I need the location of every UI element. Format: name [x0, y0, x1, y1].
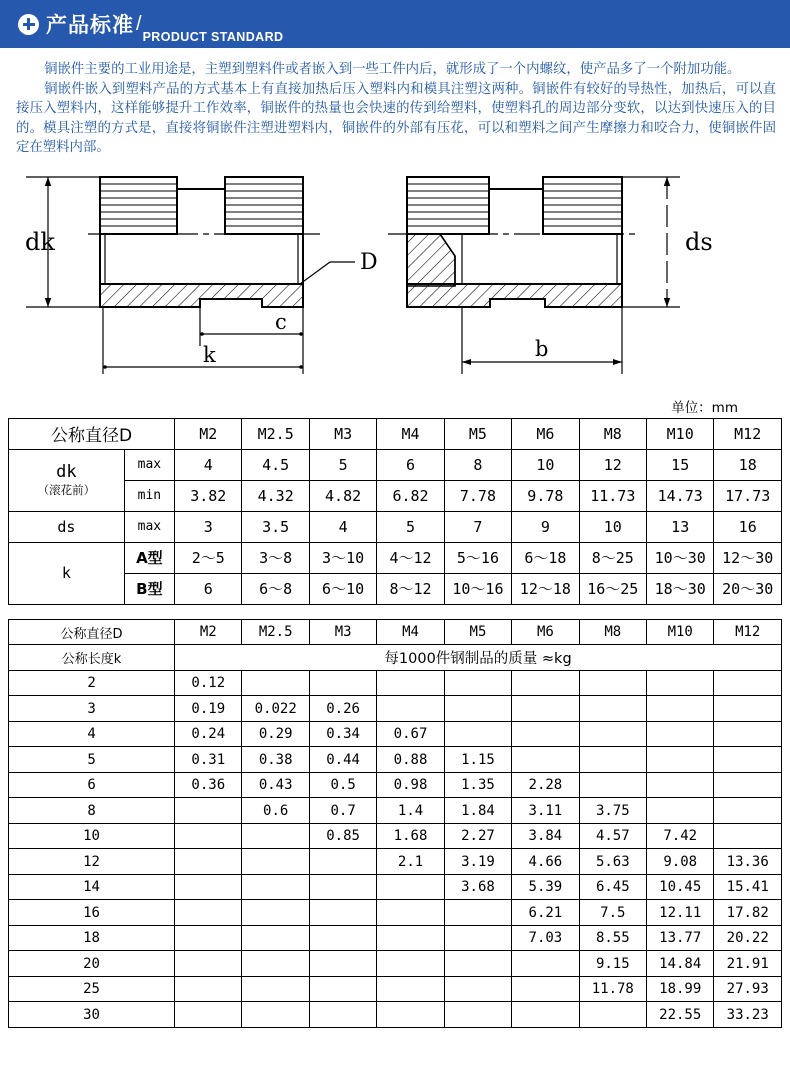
table-row: [9, 874, 782, 900]
cell: [175, 798, 242, 824]
cell: 7: [444, 511, 511, 542]
cell: [579, 747, 646, 773]
cell: 0.85: [309, 823, 376, 849]
cell: 0.6: [242, 798, 309, 824]
cell: 6.21: [512, 900, 579, 926]
table-row: [9, 798, 782, 824]
t2-size-8: M12: [714, 619, 782, 645]
header-title-en: PRODUCT STANDARD: [142, 30, 284, 44]
t2-k: 8: [9, 798, 175, 824]
table-row: [9, 449, 782, 480]
t1-subrow-k-a: A型: [124, 542, 174, 573]
t2-k: 6: [9, 772, 175, 798]
cell: 1.68: [377, 823, 444, 849]
cell: 6.82: [377, 480, 444, 511]
cell: 5: [377, 511, 444, 542]
cell: 22.55: [647, 1002, 714, 1028]
cell: [444, 925, 511, 951]
cell: [242, 925, 309, 951]
cell: [309, 874, 376, 900]
cell: 6.45: [579, 874, 646, 900]
cell: 8～12: [377, 573, 444, 604]
label-c: c: [275, 309, 287, 334]
cell: [175, 874, 242, 900]
cell: 0.7: [309, 798, 376, 824]
cell: 0.26: [309, 696, 376, 722]
cell: 8.55: [579, 925, 646, 951]
cell: 20.22: [714, 925, 782, 951]
cell: [309, 849, 376, 875]
cell: 17.73: [714, 480, 782, 511]
cell: [647, 747, 714, 773]
t2-size-1: M2.5: [242, 619, 309, 645]
cell: [714, 721, 782, 747]
table-row: [9, 823, 782, 849]
cell: 3.68: [444, 874, 511, 900]
cell: [309, 976, 376, 1002]
t2-k: 14: [9, 874, 175, 900]
cell: 10: [512, 449, 579, 480]
cell: 9.78: [512, 480, 579, 511]
cell: 4: [309, 511, 376, 542]
cell: 16: [714, 511, 782, 542]
cell: 13.36: [714, 849, 782, 875]
cell: 1.15: [444, 747, 511, 773]
cell: 14.73: [647, 480, 714, 511]
cell: 18: [714, 449, 782, 480]
cell: 21.91: [714, 951, 782, 977]
cell: [714, 670, 782, 696]
t2-size-4: M5: [444, 619, 511, 645]
cell: 4.57: [579, 823, 646, 849]
t1-size-3: M4: [377, 418, 444, 449]
table-row: [9, 772, 782, 798]
cell: 0.29: [242, 721, 309, 747]
cell: [444, 976, 511, 1002]
t2-k: 2: [9, 670, 175, 696]
cell: [242, 670, 309, 696]
cell: [647, 696, 714, 722]
cell: 14.84: [647, 951, 714, 977]
cell: 3.19: [444, 849, 511, 875]
cell: [512, 721, 579, 747]
intro-text: [0, 48, 790, 158]
cell: 5～16: [444, 542, 511, 573]
cell: 8: [444, 449, 511, 480]
cell: [377, 670, 444, 696]
cell: [242, 874, 309, 900]
cell: [175, 823, 242, 849]
cell: 6: [175, 573, 242, 604]
cell: [714, 747, 782, 773]
t2-size-6: M8: [579, 619, 646, 645]
cell: 3～10: [309, 542, 376, 573]
cell: 0.24: [175, 721, 242, 747]
cell: 4: [175, 449, 242, 480]
table-row: [9, 925, 782, 951]
cell: [309, 900, 376, 926]
cell: 1.35: [444, 772, 511, 798]
cell: 1.84: [444, 798, 511, 824]
cell: [512, 976, 579, 1002]
cell: 0.38: [242, 747, 309, 773]
cell: 7.78: [444, 480, 511, 511]
cell: [444, 900, 511, 926]
cell: [444, 721, 511, 747]
cell: 10～16: [444, 573, 511, 604]
t2-size-3: M4: [377, 619, 444, 645]
technical-drawing: [0, 166, 790, 396]
table-row: [9, 951, 782, 977]
t1-label-k: k: [9, 542, 125, 604]
cell: [512, 696, 579, 722]
cell: 7.42: [647, 823, 714, 849]
label-b: b: [535, 336, 549, 361]
cell: 6～10: [309, 573, 376, 604]
table-row: [9, 747, 782, 773]
cell: [242, 1002, 309, 1028]
cell: 7.5: [579, 900, 646, 926]
cell: [714, 798, 782, 824]
t2-size-2: M3: [309, 619, 376, 645]
cell: [377, 1002, 444, 1028]
cell: 18.99: [647, 976, 714, 1002]
t2-size-7: M10: [647, 619, 714, 645]
unit-note: 单位：mm: [671, 399, 738, 416]
table-row: [9, 573, 782, 604]
t2-k: 5: [9, 747, 175, 773]
cell: 20～30: [714, 573, 782, 604]
cell: 5.39: [512, 874, 579, 900]
table-row-mass-header: [9, 645, 782, 671]
label-D: D: [360, 249, 378, 275]
cell: 9.15: [579, 951, 646, 977]
cell: 33.23: [714, 1002, 782, 1028]
cell: 2.28: [512, 772, 579, 798]
cell: 12: [579, 449, 646, 480]
cell: 5: [309, 449, 376, 480]
cell: [444, 670, 511, 696]
cell: [377, 696, 444, 722]
t2-k: 30: [9, 1002, 175, 1028]
t1-subrow-dk-max: max: [124, 449, 174, 480]
t2-k: 18: [9, 925, 175, 951]
cell: 0.88: [377, 747, 444, 773]
t1-header-label: 公称直径D: [9, 418, 175, 449]
cell: [175, 849, 242, 875]
cell: [579, 696, 646, 722]
cell: [377, 925, 444, 951]
t2-k: 4: [9, 721, 175, 747]
t1-size-6: M8: [579, 418, 646, 449]
t1-label-ds: ds: [9, 511, 125, 542]
table-row: [9, 849, 782, 875]
cell: [647, 772, 714, 798]
cell: [444, 951, 511, 977]
t1-subrow-dk-min: min: [124, 480, 174, 511]
t1-size-2: M3: [309, 418, 376, 449]
cell: [242, 900, 309, 926]
cell: 2.27: [444, 823, 511, 849]
cell: 12～30: [714, 542, 782, 573]
cell: 4.5: [242, 449, 309, 480]
cell: 15: [647, 449, 714, 480]
section-hatch-right: [407, 284, 622, 307]
cell: [309, 670, 376, 696]
cell: [579, 772, 646, 798]
cell: [579, 1002, 646, 1028]
t2-k: 16: [9, 900, 175, 926]
t1-label-dk: [9, 449, 125, 511]
cell: 18～30: [647, 573, 714, 604]
cell: 10.45: [647, 874, 714, 900]
cell: [512, 951, 579, 977]
cell: [714, 823, 782, 849]
cell: [579, 670, 646, 696]
cell: 11.78: [579, 976, 646, 1002]
t1-size-5: M6: [512, 418, 579, 449]
cell: [714, 696, 782, 722]
cell: 4～12: [377, 542, 444, 573]
cell: [242, 823, 309, 849]
intro-paragraph-1: 铜嵌件主要的工业用途是，主塑到塑料件或者嵌入到一些工件内后，就形成了一个内螺纹，使产品多了一个附加功能。: [44, 62, 741, 77]
cell: [175, 925, 242, 951]
cell: 3.11: [512, 798, 579, 824]
cell: 3.84: [512, 823, 579, 849]
label-ds: ds: [685, 227, 713, 256]
cell: [309, 951, 376, 977]
cell: 3～8: [242, 542, 309, 573]
insert-cross-section-diagram: [0, 166, 790, 396]
cell: [175, 1002, 242, 1028]
cell: [647, 670, 714, 696]
header-title-cn: 产品标准: [46, 13, 134, 37]
cell: 0.43: [242, 772, 309, 798]
cell: [714, 772, 782, 798]
t2-mass-header: 每1000件钢制品的质量 ≈kg: [175, 645, 782, 671]
cell: 3.82: [175, 480, 242, 511]
cell: [579, 721, 646, 747]
table-row-header: [9, 619, 782, 645]
label-dk: dk: [25, 227, 55, 256]
t2-header-label: 公称直径D: [9, 619, 175, 645]
cell: [444, 1002, 511, 1028]
cell: 0.31: [175, 747, 242, 773]
t2-k: 25: [9, 976, 175, 1002]
t1-label-dk-main: dk: [56, 462, 77, 483]
t2-length-label: 公称长度k: [9, 645, 175, 671]
t2-k: 10: [9, 823, 175, 849]
cell: [309, 925, 376, 951]
cell: 3: [175, 511, 242, 542]
cell: [512, 747, 579, 773]
right-insert-drawing: [388, 177, 713, 374]
cell: 5.63: [579, 849, 646, 875]
cell: [309, 1002, 376, 1028]
cell: 0.98: [377, 772, 444, 798]
t1-label-dk-sub: （滚花前）: [37, 483, 96, 498]
left-insert-drawing: [25, 177, 378, 374]
cell: 0.12: [175, 670, 242, 696]
cell: 1.4: [377, 798, 444, 824]
cell: 0.67: [377, 721, 444, 747]
cell: 0.36: [175, 772, 242, 798]
dimension-table: [8, 418, 782, 605]
cell: 27.93: [714, 976, 782, 1002]
t1-size-7: M10: [647, 418, 714, 449]
cell: 0.44: [309, 747, 376, 773]
t2-size-5: M6: [512, 619, 579, 645]
plus-circle-icon: [18, 14, 39, 35]
cell: 2～5: [175, 542, 242, 573]
cell: [377, 900, 444, 926]
cell: [512, 1002, 579, 1028]
cell: 12～18: [512, 573, 579, 604]
cell: 0.34: [309, 721, 376, 747]
t1-size-8: M12: [714, 418, 782, 449]
cell: 10: [579, 511, 646, 542]
cell: [647, 721, 714, 747]
t2-k: 3: [9, 696, 175, 722]
cell: [242, 951, 309, 977]
t2-k: 20: [9, 951, 175, 977]
cell: 6: [377, 449, 444, 480]
section-hatch-left: [100, 284, 303, 307]
cell: 8～25: [579, 542, 646, 573]
table-row: [9, 721, 782, 747]
header-separator: /: [136, 12, 142, 35]
table-row: [9, 670, 782, 696]
mass-table: [8, 619, 782, 1028]
cell: 17.82: [714, 900, 782, 926]
label-k: k: [203, 342, 216, 367]
cell: 7.03: [512, 925, 579, 951]
t1-size-4: M5: [444, 418, 511, 449]
t1-subrow-ds-max: max: [124, 511, 174, 542]
t1-size-0: M2: [175, 418, 242, 449]
cell: 0.19: [175, 696, 242, 722]
cell: 6～8: [242, 573, 309, 604]
cell: 13.77: [647, 925, 714, 951]
cell: 2.1: [377, 849, 444, 875]
cell: 16～25: [579, 573, 646, 604]
cell: [242, 976, 309, 1002]
cell: 4.82: [309, 480, 376, 511]
cell: 11.73: [579, 480, 646, 511]
t2-k: 12: [9, 849, 175, 875]
cell: [512, 670, 579, 696]
table-row: [9, 480, 782, 511]
cell: 9: [512, 511, 579, 542]
t1-subrow-k-b: B型: [124, 573, 174, 604]
cell: 6～18: [512, 542, 579, 573]
cell: 4.32: [242, 480, 309, 511]
cell: 0.5: [309, 772, 376, 798]
cell: [175, 900, 242, 926]
cell: [444, 696, 511, 722]
cell: [647, 798, 714, 824]
cell: 13: [647, 511, 714, 542]
page-header: [0, 0, 790, 48]
cell: [242, 849, 309, 875]
cell: [175, 976, 242, 1002]
intro-paragraph-2: 铜嵌件嵌入到塑料产品的方式基本上有直接加热后压入塑料内和模具注塑这两种。铜嵌件有较好的导热性，加热后，可以直接压入塑料内，这样能够提升工作效率，铜嵌件的热量也会快速的传到给塑料，使塑料孔的周边部分变软，以达到快速压入的目的。模具注塑的方式是，直接将铜嵌件注塑进塑料内，铜嵌件的外部有压花，可以和塑料之间产生摩擦力和咬合力，使铜嵌件固定在塑料内部。: [16, 81, 776, 156]
table-row: [9, 696, 782, 722]
cell: 12.11: [647, 900, 714, 926]
cell: 9.08: [647, 849, 714, 875]
cell: [175, 951, 242, 977]
t1-size-1: M2.5: [242, 418, 309, 449]
table-row: [9, 900, 782, 926]
cell: [377, 874, 444, 900]
table-row: [9, 542, 782, 573]
table-row: [9, 976, 782, 1002]
table-row: [9, 1002, 782, 1028]
cell: 15.41: [714, 874, 782, 900]
cell: 10～30: [647, 542, 714, 573]
t2-size-0: M2: [175, 619, 242, 645]
cell: 3.75: [579, 798, 646, 824]
table-row-header: [9, 418, 782, 449]
cell: 0.022: [242, 696, 309, 722]
cell: 3.5: [242, 511, 309, 542]
cell: 4.66: [512, 849, 579, 875]
cell: [377, 951, 444, 977]
cell: [377, 976, 444, 1002]
table-row: [9, 511, 782, 542]
